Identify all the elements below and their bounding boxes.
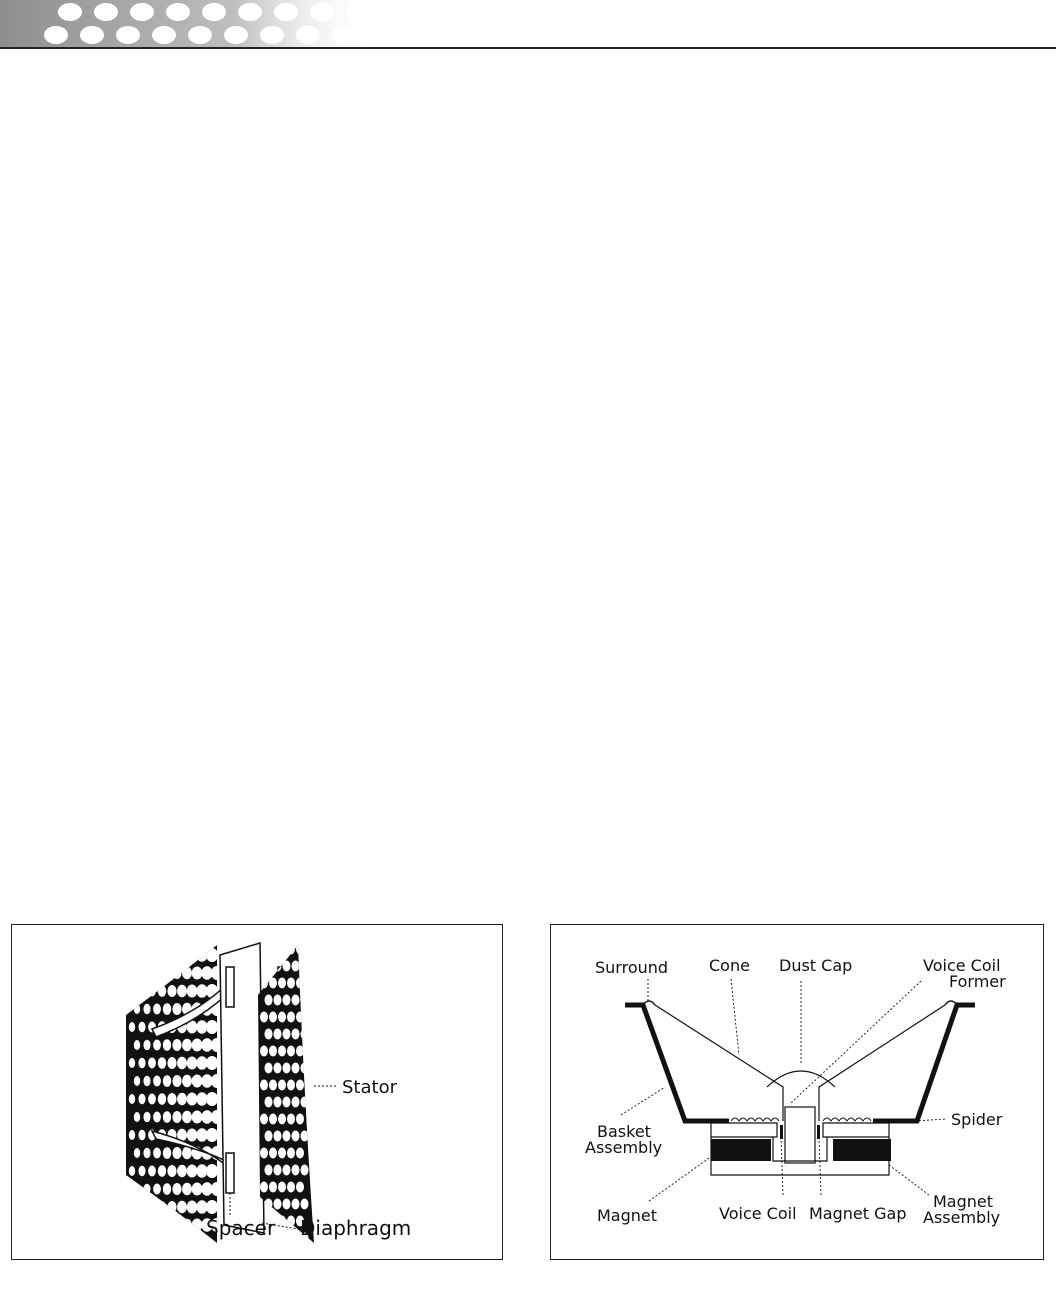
stator-hole <box>283 1233 291 1244</box>
stator-hole <box>148 1166 156 1177</box>
header-dot <box>152 26 176 44</box>
stator-hole <box>292 1029 300 1040</box>
stator-hole <box>269 1148 277 1159</box>
stator-hole <box>134 1112 140 1122</box>
stator-hole <box>211 1110 223 1124</box>
stator-hole <box>129 1166 135 1176</box>
stator-hole <box>278 1114 286 1125</box>
stator-hole <box>177 985 187 998</box>
stator-hole <box>192 1111 203 1124</box>
stator-hole <box>206 1092 218 1106</box>
header-rule <box>0 47 1056 49</box>
stator-hole <box>138 1058 145 1069</box>
stator-hole <box>138 950 145 961</box>
stator-hole <box>158 1201 167 1213</box>
stator-hole <box>274 1063 282 1074</box>
stator-hole <box>287 978 295 989</box>
stator-hole <box>260 1046 268 1057</box>
stator-hole <box>278 944 286 955</box>
stator-hole <box>287 1114 295 1125</box>
top-plate-left <box>711 1123 777 1137</box>
stator-hole <box>187 1093 198 1106</box>
stator-hole <box>292 1165 300 1176</box>
stator-hole <box>283 1029 291 1040</box>
stator-hole <box>138 986 145 997</box>
stator-hole <box>260 944 268 955</box>
stator-hole <box>182 1111 192 1124</box>
stator-hole <box>167 985 176 997</box>
stator-hole <box>148 1058 156 1069</box>
stator-hole <box>182 1147 192 1160</box>
stator-hole <box>138 1094 145 1105</box>
stator-hole <box>301 1199 309 1210</box>
stator-hole <box>283 1063 291 1074</box>
label-voice-coil-former-line2: Former <box>949 972 1006 991</box>
stator-hole <box>287 944 295 955</box>
label-basket-line2: Assembly <box>585 1138 663 1157</box>
stator-hole <box>283 1097 291 1108</box>
stator-hole <box>265 1131 273 1142</box>
stator-hole <box>163 1039 172 1051</box>
stator-hole <box>196 1092 207 1106</box>
stator-hole <box>158 985 167 997</box>
stator-hole <box>153 1112 161 1123</box>
stator-hole <box>172 967 181 979</box>
stator-hole <box>134 1040 140 1050</box>
stator-hole <box>292 961 300 972</box>
stator-hole <box>265 1097 273 1108</box>
stator-hole <box>269 978 277 989</box>
stator-hole <box>296 1046 304 1057</box>
header-decoration <box>0 0 1056 50</box>
stator-hole <box>265 1199 273 1210</box>
stator-hole <box>269 944 277 955</box>
dynamic-driver-figure <box>550 924 1044 1260</box>
header-dot <box>58 3 82 21</box>
stator-hole <box>182 1183 192 1196</box>
stator-hole <box>296 1148 304 1159</box>
stator-hole <box>167 1093 176 1105</box>
label-voice-coil: Voice Coil <box>719 1204 797 1223</box>
stator-hole <box>301 995 309 1006</box>
stator-hole <box>163 1111 172 1123</box>
stator-hole <box>292 1063 300 1074</box>
stator-hole <box>201 1038 212 1052</box>
stator-hole <box>177 1165 187 1178</box>
stator-hole <box>177 949 187 962</box>
stator-hole <box>182 967 192 980</box>
stator-hole <box>206 1200 218 1214</box>
stator-hole <box>292 1233 300 1244</box>
left-stator <box>126 945 223 1243</box>
stator-hole <box>292 1131 300 1142</box>
stator-hole <box>172 1075 181 1087</box>
stator-hole <box>143 1184 150 1195</box>
header-dot <box>202 3 226 21</box>
stator-hole <box>172 1183 181 1195</box>
stator-hole <box>206 1020 218 1034</box>
stator-hole <box>167 949 176 961</box>
label-magnet-assembly-line1: Magnet <box>933 1192 994 1211</box>
stator-hole <box>163 1183 172 1195</box>
header-dot <box>44 26 68 44</box>
stator-hole <box>163 1219 172 1231</box>
stator-hole <box>138 1130 145 1141</box>
stator-hole <box>143 968 150 979</box>
stator-hole <box>167 1201 176 1213</box>
stator-hole <box>158 1057 167 1069</box>
stator-hole <box>153 1220 161 1231</box>
stator-hole <box>143 1220 150 1231</box>
top-plate-right <box>823 1123 889 1137</box>
stator-hole <box>148 1094 156 1105</box>
stator-hole <box>129 950 135 960</box>
stator-hole <box>196 1056 207 1070</box>
stator-hole <box>287 1216 295 1227</box>
stator-hole <box>143 1076 150 1087</box>
stator-hole <box>260 1182 268 1193</box>
stator-hole <box>296 944 304 955</box>
stator-hole <box>301 1063 309 1074</box>
stator-hole <box>283 1199 291 1210</box>
stator-hole <box>196 948 207 962</box>
stator-hole <box>138 1022 145 1033</box>
stator-hole <box>283 961 291 972</box>
stator-hole <box>153 1148 161 1159</box>
stator-hole <box>187 1165 198 1178</box>
cone-left <box>655 1005 783 1121</box>
label-magnet-gap: Magnet Gap <box>809 1204 907 1223</box>
stator-hole <box>274 1097 282 1108</box>
stator-hole <box>201 1182 212 1196</box>
stator-hole <box>265 1063 273 1074</box>
stator-hole <box>196 1128 207 1142</box>
stator-hole <box>158 949 167 961</box>
stator-hole <box>269 1080 277 1091</box>
label-surround: Surround <box>595 958 669 977</box>
stator-hole <box>278 1182 286 1193</box>
stator-hole <box>278 1012 286 1023</box>
stator-hole <box>134 968 140 978</box>
stator-hole <box>172 1003 181 1015</box>
stator-hole <box>187 1201 198 1214</box>
stator-hole <box>201 1074 212 1088</box>
stator-hole <box>260 1114 268 1125</box>
stator-hole <box>153 1004 161 1015</box>
stator-hole <box>287 1012 295 1023</box>
stator-hole <box>163 1147 172 1159</box>
header-dot <box>94 3 118 21</box>
cone-right <box>819 1005 945 1121</box>
stator-hole <box>153 1076 161 1087</box>
stator-hole <box>192 967 203 980</box>
stator-hole <box>187 949 198 962</box>
basket-left <box>625 1005 729 1121</box>
label-spider: Spider <box>951 1110 1003 1129</box>
header-dot <box>80 26 104 44</box>
stator-hole <box>177 1057 187 1070</box>
pole-piece <box>773 1137 827 1161</box>
stator-hole <box>143 1148 150 1159</box>
stator-hole <box>260 1012 268 1023</box>
stator-hole <box>182 1219 192 1232</box>
stator-hole <box>301 961 309 972</box>
label-diaphragm: Diaphragm <box>300 1216 412 1240</box>
stator-hole <box>206 1128 218 1142</box>
stator-hole <box>182 1039 192 1052</box>
stator-hole <box>287 1080 295 1091</box>
stator-hole <box>265 995 273 1006</box>
stator-hole <box>177 1201 187 1214</box>
stator-hole <box>129 1130 135 1140</box>
label-spacer: Spacer <box>206 1216 276 1240</box>
stator-hole <box>196 1200 207 1214</box>
stator-hole <box>196 984 207 998</box>
stator-hole <box>301 1029 309 1040</box>
stator-hole <box>187 985 198 998</box>
stator-hole <box>134 1220 140 1230</box>
stator-hole <box>201 966 212 980</box>
stator-hole <box>172 1039 181 1051</box>
basket-right <box>873 1005 975 1121</box>
stator-hole <box>269 1114 277 1125</box>
stator-hole <box>134 1184 140 1194</box>
stator-hole <box>129 1094 135 1104</box>
stator-hole <box>192 1039 203 1052</box>
magnet-left <box>711 1139 771 1161</box>
stator-hole <box>265 961 273 972</box>
stator-hole <box>172 1111 181 1123</box>
stator-hole <box>211 1182 223 1196</box>
stator-hole <box>274 1199 282 1210</box>
stator-hole <box>158 1165 167 1177</box>
stator-hole <box>278 1216 286 1227</box>
stator-hole <box>187 1057 198 1070</box>
stator-hole <box>143 1040 150 1051</box>
stator-hole <box>134 1076 140 1086</box>
electrostatic-speaker-diagram <box>12 925 504 1261</box>
stator-hole <box>274 1165 282 1176</box>
stator-hole <box>269 1046 277 1057</box>
stator-hole <box>192 1183 203 1196</box>
stator-hole <box>129 986 135 996</box>
stator-hole <box>274 1029 282 1040</box>
stator-hole <box>143 1004 150 1015</box>
stator-hole <box>260 1080 268 1091</box>
dust-cap <box>767 1071 835 1087</box>
stator-hole <box>265 1165 273 1176</box>
header-dot <box>116 26 140 44</box>
stator-hole <box>153 968 161 979</box>
stator-hole <box>172 1219 181 1231</box>
stator-hole <box>206 1056 218 1070</box>
label-magnet: Magnet <box>597 1206 658 1225</box>
right-stator <box>258 944 314 1244</box>
stator-hole <box>177 1093 187 1106</box>
stator-hole <box>172 1147 181 1159</box>
stator-hole <box>138 1166 145 1177</box>
stator-hole <box>292 1097 300 1108</box>
stator-hole <box>163 1075 172 1087</box>
stator-hole <box>296 1012 304 1023</box>
stator-hole <box>278 1148 286 1159</box>
stator-hole <box>301 1165 309 1176</box>
stator-hole <box>296 1182 304 1193</box>
stator-hole <box>148 950 156 961</box>
stator-hole <box>292 1199 300 1210</box>
stator-hole <box>278 1080 286 1091</box>
header-dot <box>166 3 190 21</box>
stator-hole <box>192 1075 203 1088</box>
stator-hole <box>163 967 172 979</box>
label-voice-coil-former-line1: Voice Coil <box>923 956 1001 975</box>
stator-hole <box>187 1129 198 1142</box>
stator-hole <box>134 1148 140 1158</box>
label-stator: Stator <box>342 1077 397 1098</box>
spider-right <box>823 1118 871 1121</box>
stator-hole <box>278 1046 286 1057</box>
stator-hole <box>301 1131 309 1142</box>
stator-hole <box>192 1219 203 1232</box>
label-magnet-assembly-line2: Assembly <box>923 1208 1001 1227</box>
stator-hole <box>278 978 286 989</box>
magnet-right <box>833 1139 891 1161</box>
stator-hole <box>129 1022 135 1032</box>
stator-hole <box>283 1165 291 1176</box>
stator-hole <box>283 1131 291 1142</box>
header-dot <box>130 3 154 21</box>
stator-hole <box>148 1202 156 1213</box>
voice-coil-right <box>817 1125 820 1139</box>
voice-coil-left <box>780 1125 783 1139</box>
spider-left <box>731 1118 779 1121</box>
stator-hole <box>138 1202 145 1213</box>
stator-hole <box>301 1097 309 1108</box>
stator-hole <box>287 1182 295 1193</box>
header-dot <box>188 26 212 44</box>
stator-hole <box>129 1058 135 1068</box>
stator-hole <box>269 1012 277 1023</box>
stator-hole <box>129 1202 135 1212</box>
stator-hole <box>206 1164 218 1178</box>
label-dust-cap: Dust Cap <box>779 956 853 975</box>
label-basket-line1: Basket <box>597 1122 651 1141</box>
stator-hole <box>283 995 291 1006</box>
stator-hole <box>196 1020 207 1034</box>
stator-hole <box>182 1075 192 1088</box>
stator-hole <box>196 1164 207 1178</box>
stator-hole <box>296 1114 304 1125</box>
dynamic-driver-diagram <box>551 925 1045 1261</box>
stator-hole <box>296 1080 304 1091</box>
electrostatic-speaker-figure <box>11 924 503 1260</box>
stator-hole <box>148 986 156 997</box>
stator-hole <box>158 1093 167 1105</box>
stator-hole <box>287 1148 295 1159</box>
stator-hole <box>167 1057 176 1069</box>
stator-hole <box>265 1029 273 1040</box>
stator-hole <box>260 1148 268 1159</box>
stator-hole <box>292 995 300 1006</box>
stator-hole <box>134 1004 140 1014</box>
stator-hole <box>274 1131 282 1142</box>
stator-hole <box>163 1003 172 1015</box>
voice-coil-former <box>785 1107 815 1163</box>
stator-hole <box>201 1110 212 1124</box>
stator-hole <box>274 995 282 1006</box>
stator-hole <box>153 1184 161 1195</box>
stator-hole <box>287 1046 295 1057</box>
label-cone: Cone <box>709 956 750 975</box>
stator-hole <box>143 1112 150 1123</box>
stator-hole <box>206 948 218 962</box>
stator-hole <box>296 978 304 989</box>
stator-hole <box>167 1165 176 1177</box>
stator-hole <box>269 1182 277 1193</box>
stator-hole <box>153 1040 161 1051</box>
